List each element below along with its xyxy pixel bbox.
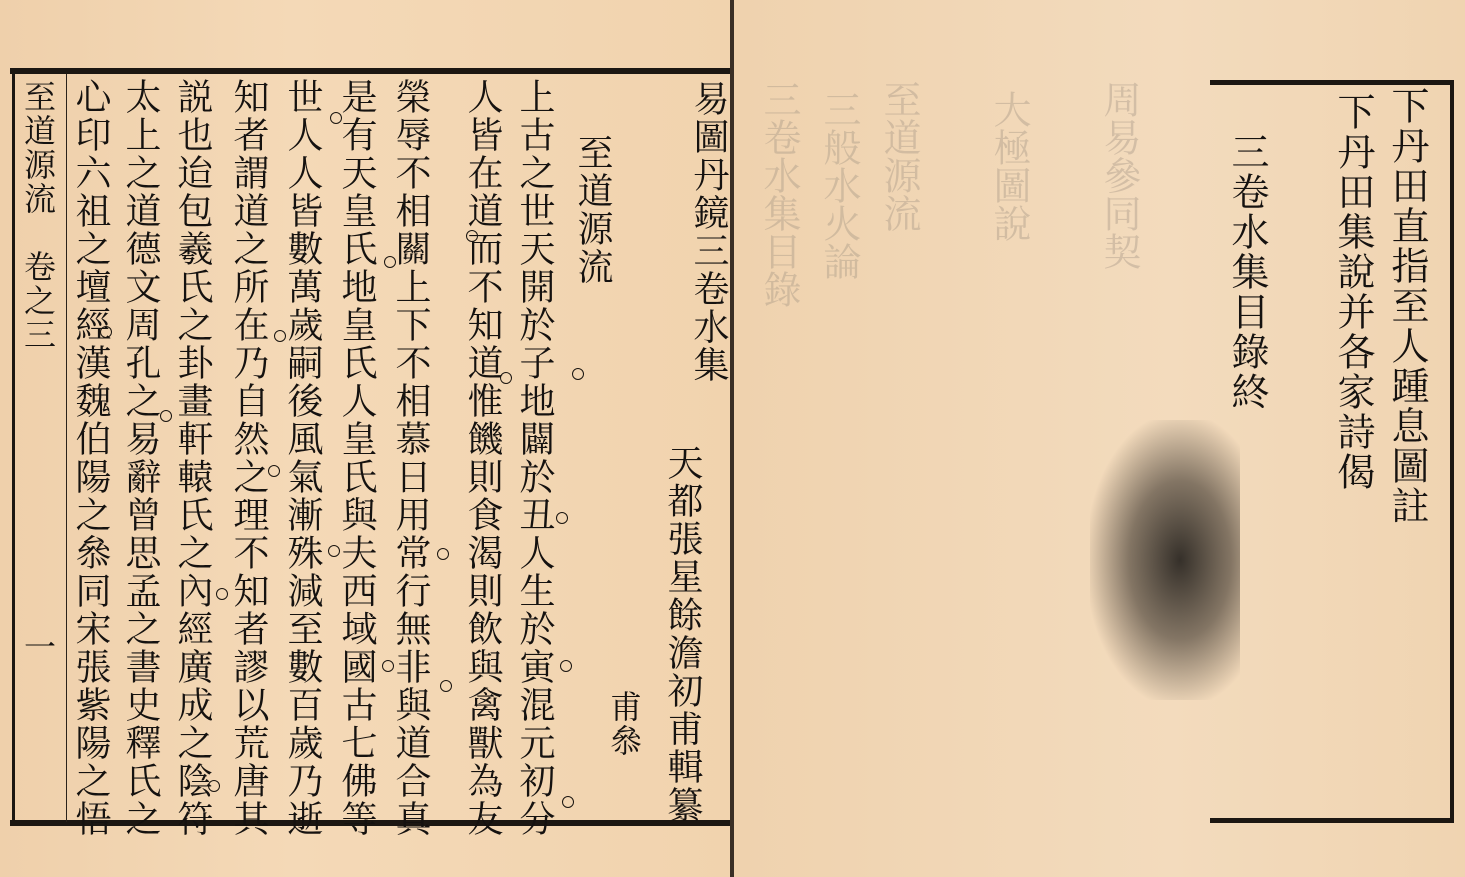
- punctuation-mark: [100, 326, 112, 338]
- bleed-through-column: 三般水火論: [817, 90, 861, 280]
- ink-smudge: [1090, 420, 1240, 700]
- body-column-5: 世人人皆數萬歲嗣後風氣漸殊減至數百歲乃逝: [282, 78, 323, 838]
- punctuation-mark: [384, 256, 396, 268]
- punctuation-mark: [500, 372, 512, 384]
- bleed-through-column: 周易參同契: [1097, 80, 1141, 270]
- body-column-3: 榮辱不相關上下不相慕日用常行無非與道合真: [390, 78, 431, 838]
- right-top-border-rule: [1210, 80, 1454, 85]
- side-label-divider: [66, 74, 67, 822]
- body-column-9: 心印六祖之壇經漢魏伯陽之叅同宋張紫陽之悟: [70, 78, 111, 838]
- side-label-page-number: 一: [19, 630, 57, 664]
- right-bottom-border-rule: [1210, 818, 1454, 823]
- author-line: 天都張星餘澹初甫輯纂: [662, 444, 703, 824]
- outer-border-rule: [12, 68, 15, 826]
- right-outer-border-rule: [1450, 80, 1454, 820]
- punctuation-mark: [268, 465, 280, 477]
- body-column-6: 知者謂道之所在乃自然之理不知者謬以荒唐其: [228, 78, 269, 838]
- body-column-1: 上古之世天開於子地闢於丑人生於寅混元初分: [514, 78, 555, 838]
- punctuation-mark: [328, 545, 340, 557]
- top-border-rule: [10, 68, 734, 74]
- body-column-2: 人皆在道而不知道惟饑則食渴則飲與禽獸為友: [462, 78, 503, 838]
- punctuation-mark: [440, 680, 452, 692]
- bleed-through-column: 至道源流: [877, 80, 921, 232]
- side-label-volume: 卷之三: [19, 250, 57, 352]
- punctuation-mark: [160, 410, 172, 422]
- punctuation-mark: [382, 660, 394, 672]
- punctuation-mark: [274, 330, 286, 342]
- punctuation-mark: [330, 112, 342, 124]
- punctuation-mark: [466, 230, 478, 242]
- right-title-column-3: 三卷水集目錄終: [1225, 132, 1269, 412]
- punctuation-mark: [556, 512, 568, 524]
- body-column-7: 説也迨包羲氏之卦畫軒轅氏之內經廣成之陰符: [172, 78, 213, 838]
- right-title-column-1: 下丹田直指至人踵息圖註: [1385, 86, 1429, 526]
- body-column-4: 是有天皇氏地皇氏人皇氏與夫西域國古七佛等: [336, 78, 377, 838]
- bleed-through-column: 三卷水集目錄: [757, 80, 801, 308]
- punctuation-mark: [560, 660, 572, 672]
- side-label-title: 至道源流: [19, 80, 57, 216]
- punctuation-mark: [437, 548, 449, 560]
- author-line-secondary: 甫叅: [605, 690, 643, 758]
- punctuation-mark: [216, 588, 228, 600]
- body-column-8: 太上之道德文周孔之易辭曾思孟之書史釋氏之: [120, 78, 161, 838]
- book-title: 易圖丹鏡三卷水集: [688, 80, 729, 384]
- right-title-column-2: 下丹田集說并各家詩偈: [1331, 92, 1375, 492]
- punctuation-mark: [562, 796, 574, 808]
- punctuation-mark: [208, 780, 220, 792]
- punctuation-mark: [572, 368, 584, 380]
- bleed-through-column: 大極圖說: [987, 90, 1031, 242]
- section-heading: 至道源流: [572, 134, 613, 286]
